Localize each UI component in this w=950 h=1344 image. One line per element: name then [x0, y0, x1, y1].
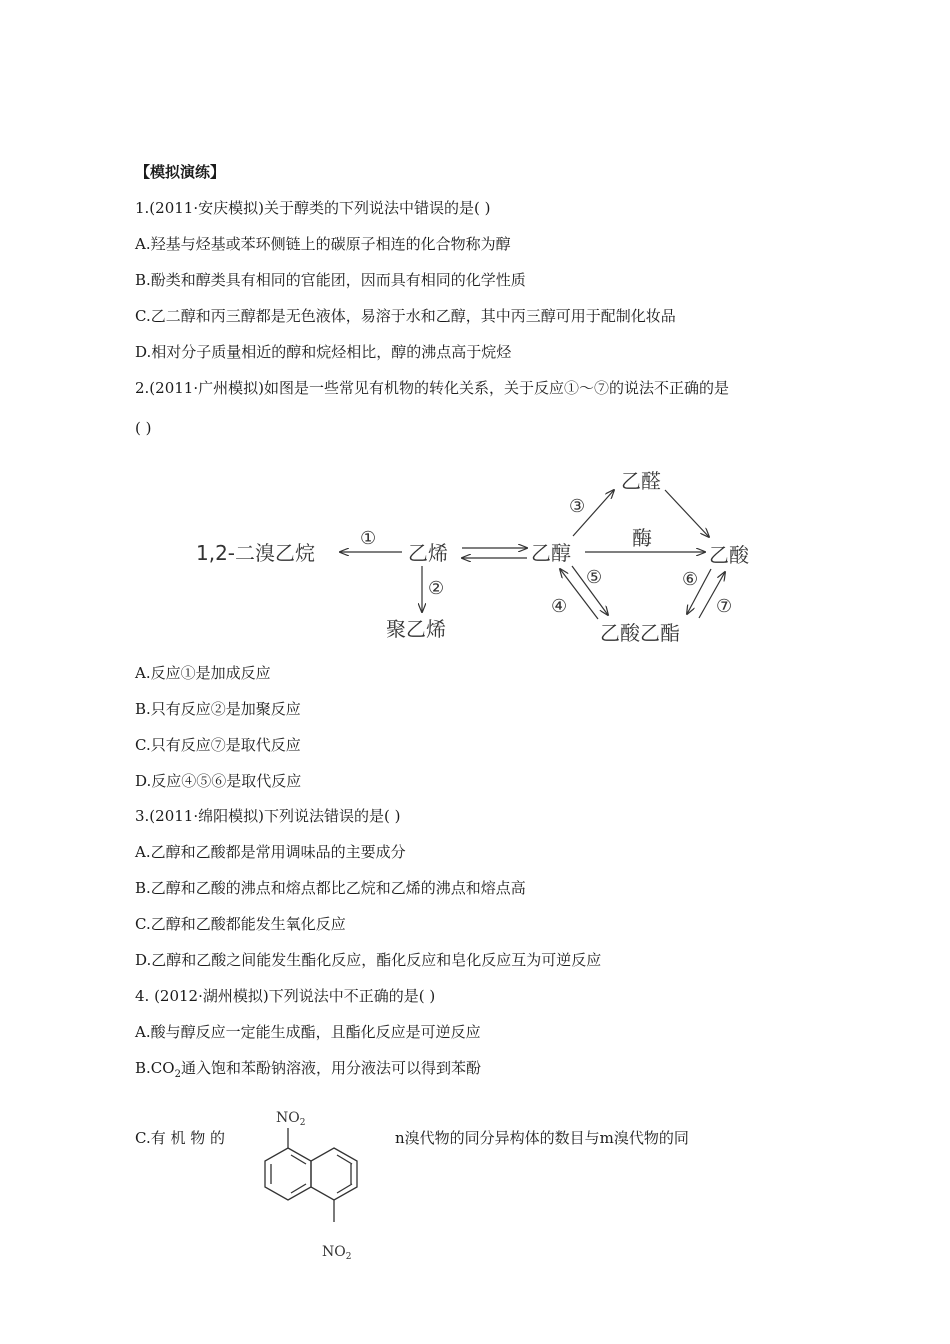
question-1-option-c: C.乙二醇和丙三醇都是无色液体，易溶于水和乙醇，其中丙三醇可用于配制化妆品 [135, 307, 676, 325]
section-title: 【模拟演练】 [135, 163, 226, 181]
question-3-option-d: D.乙醇和乙酸之间能发生酯化反应，酯化反应和皂化反应互为可逆反应 [135, 951, 602, 969]
question-3-option-a: A.乙醇和乙酸都是常用调味品的主要成分 [135, 843, 406, 861]
label-r7: ⑦ [716, 596, 733, 617]
nitro-group-top: $NO_2$ [276, 1110, 306, 1128]
option-b-text: 通入饱和苯酚钠溶液，用分液法可以得到苯酚 [180, 1059, 481, 1077]
node-ethanol: 乙醇 [531, 541, 571, 565]
question-4-stem: 4. (2012·湖州模拟)下列说法中不正确的是( ) [135, 987, 436, 1005]
label-r4: ④ [551, 596, 568, 617]
label-r2: ② [428, 578, 445, 599]
question-3-stem: 3.(2011·绵阳模拟)下列说法错误的是( ) [135, 807, 401, 825]
question-2-option-b: B.只有反应②是加聚反应 [135, 700, 301, 718]
label-enzyme: 酶 [632, 526, 652, 550]
node-acetaldehyde: 乙醛 [621, 469, 661, 493]
node-acetic-acid: 乙酸 [709, 543, 749, 567]
label-r5: ⑤ [586, 567, 603, 588]
label-r3: ③ [569, 496, 586, 517]
question-4-option-c-text: n溴代物的同分异构体的数目与m溴代物的同 [395, 1129, 689, 1147]
question-2-answer-paren: ( ) [135, 419, 152, 437]
question-3-option-c: C.乙醇和乙酸都能发生氧化反应 [135, 915, 346, 933]
option-b-subscript: 2 [174, 1069, 181, 1080]
nitro-group-bottom: $NO_2$ [322, 1244, 352, 1262]
node-polyethylene: 聚乙烯 [386, 617, 446, 641]
question-2-option-a: A.反应①是加成反应 [135, 664, 271, 682]
question-1-option-d: D.相对分子质量相近的醇和烷烃相比，醇的沸点高于烷烃 [135, 343, 512, 361]
label-r1: ① [360, 528, 377, 549]
node-ethyl-acetate: 乙酸乙酯 [600, 621, 680, 645]
question-2-stem: 2.(2011·广州模拟)如图是一些常见有机物的转化关系，关于反应①～⑦的说法不正确的是 [135, 379, 729, 397]
question-4-option-c-prefix: C.有 机 物 的 [135, 1129, 226, 1147]
question-1-stem: 1.(2011·安庆模拟)关于醇类的下列说法中错误的是( ) [135, 199, 491, 217]
question-1-option-a: A.羟基与烃基或苯环侧链上的碳原子相连的化合物称为醇 [135, 235, 511, 253]
question-3-option-b: B.乙醇和乙酸的沸点和熔点都比乙烷和乙烯的沸点和熔点高 [135, 879, 526, 897]
option-b-prefix: B.CO [135, 1059, 175, 1077]
question-2-option-c: C.只有反应⑦是取代反应 [135, 736, 301, 754]
question-4-option-a: A.酸与醇反应一定能生成酯，且酯化反应是可逆反应 [135, 1023, 481, 1041]
question-2-option-d: D.反应④⑤⑥是取代反应 [135, 772, 302, 790]
question-1-option-b: B.酚类和醇类具有相同的官能团，因而具有相同的化学性质 [135, 271, 526, 289]
node-dibromoethane: 1,2-二溴乙烷 [196, 541, 316, 565]
node-ethylene: 乙烯 [408, 541, 448, 565]
label-r6: ⑥ [682, 569, 699, 590]
